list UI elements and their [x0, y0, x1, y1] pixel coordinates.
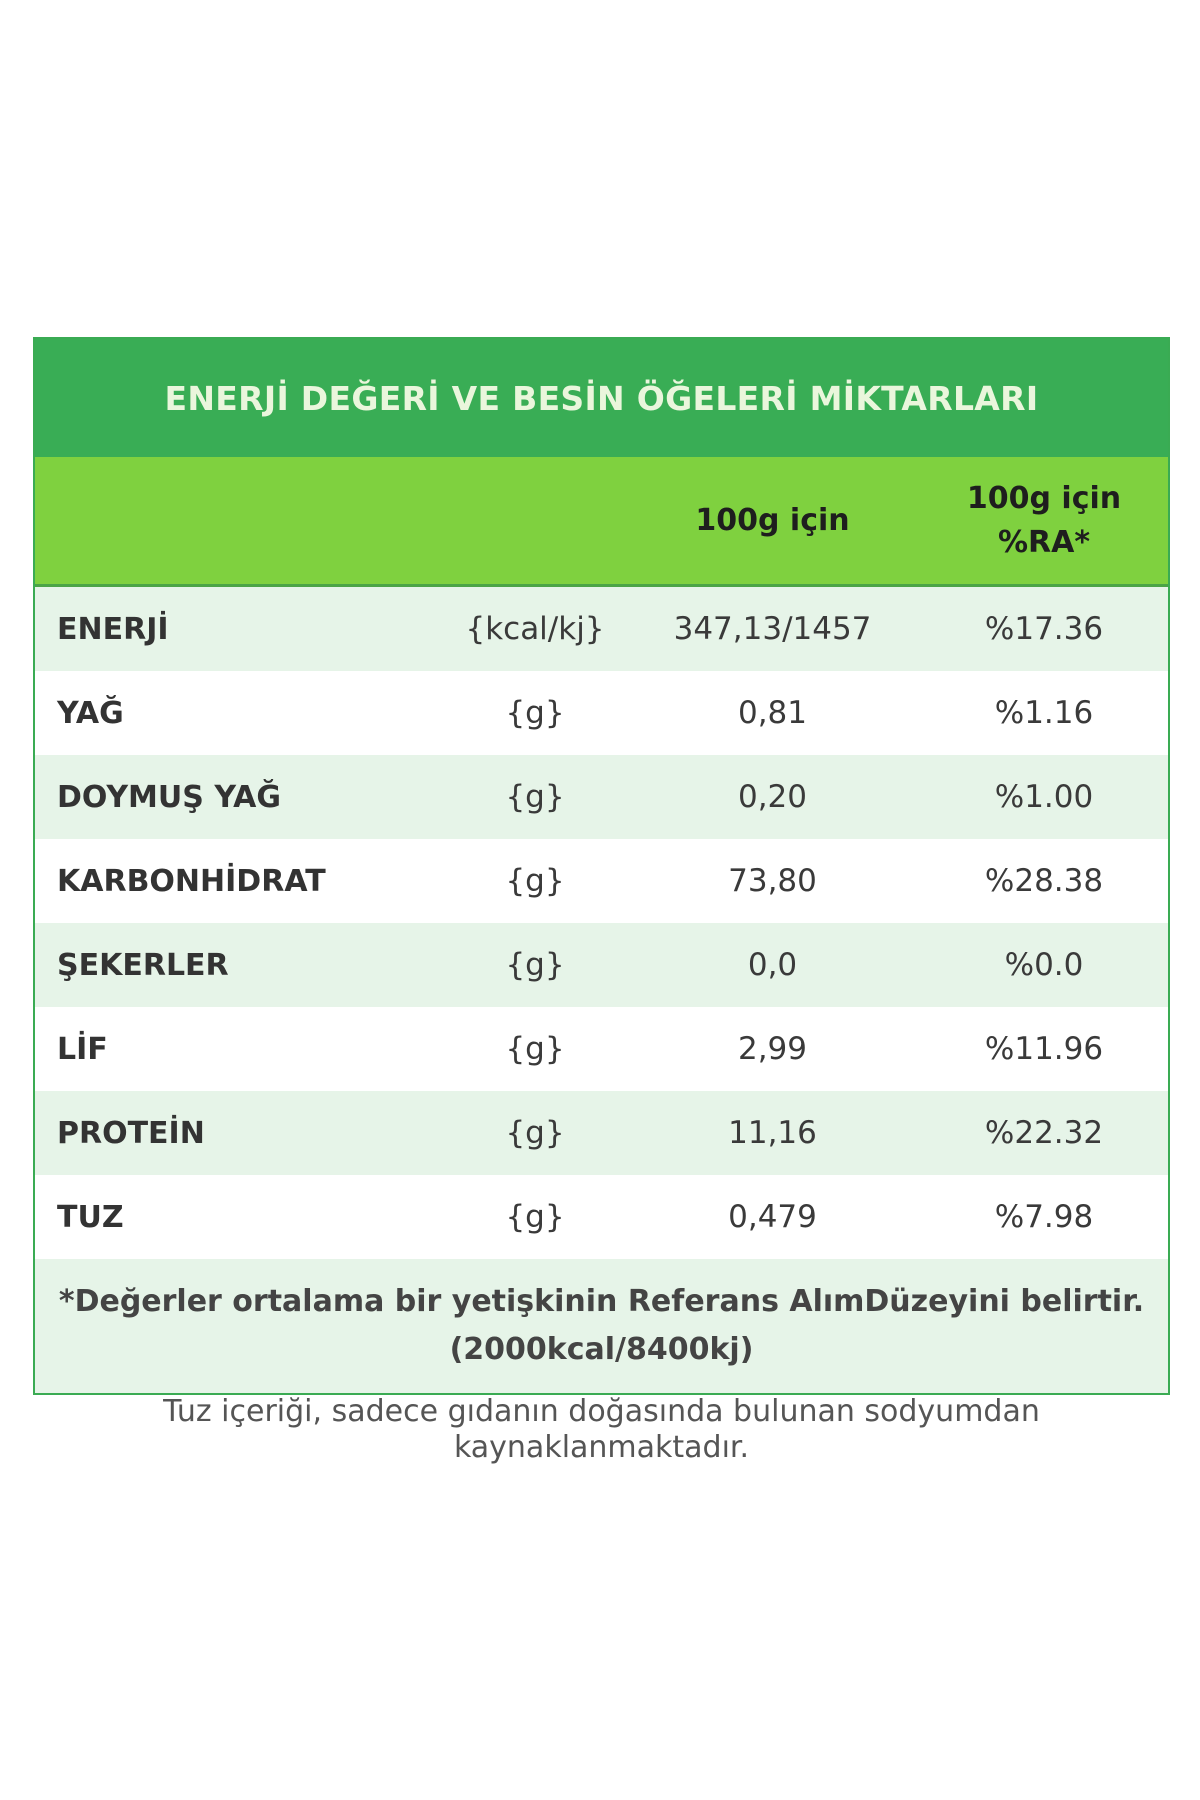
- row-value: 0,81: [737, 695, 808, 731]
- row-value: 2,99: [737, 1031, 808, 1067]
- row-name: PROTEİN: [57, 1115, 205, 1151]
- row-ra: %1.00: [994, 779, 1094, 815]
- table-row: [35, 671, 1168, 755]
- row-unit: {g}: [505, 1031, 565, 1067]
- row-unit: {g}: [505, 947, 565, 983]
- table-row: [35, 1091, 1168, 1175]
- row-ra: %28.38: [984, 863, 1104, 899]
- nutrition-table: [33, 337, 1170, 1395]
- row-name: LİF: [57, 1031, 108, 1067]
- salt-note: [33, 1394, 1170, 1466]
- table-row: [35, 923, 1168, 1007]
- row-ra: %7.98: [994, 1199, 1094, 1235]
- row-unit: {g}: [505, 695, 565, 731]
- header-unit: [445, 457, 625, 584]
- row-name: YAĞ: [57, 695, 124, 731]
- table-footnote: [35, 1259, 1168, 1393]
- table-row: [35, 839, 1168, 923]
- row-value: 11,16: [728, 1115, 817, 1151]
- header-ra-line1: 100g için: [966, 480, 1122, 516]
- row-value: 0,20: [737, 779, 808, 815]
- footnote-line1: *Değerler ortalama bir yetişkinin Referans AlımDüzeyini belirtir.: [58, 1284, 1145, 1319]
- row-ra: %0.0: [1004, 947, 1084, 983]
- table-title: ENERJİ DEĞERİ VE BESİN ÖĞELERİ MİKTARLARI: [35, 339, 1168, 457]
- table-header-row: [35, 457, 1168, 587]
- table-row: [35, 1175, 1168, 1259]
- footnote-line2: (2000kcal/8400kj): [449, 1332, 754, 1367]
- row-ra: %22.32: [984, 1115, 1104, 1151]
- row-name: ŞEKERLER: [57, 947, 229, 983]
- table-row: [35, 755, 1168, 839]
- row-unit: {g}: [505, 1199, 565, 1235]
- row-value: 73,80: [728, 863, 817, 899]
- header-ra-line2: %RA*: [997, 524, 1091, 560]
- header-ra: [920, 457, 1168, 584]
- header-per-100g: 100g için: [695, 502, 850, 538]
- row-ra: %17.36: [984, 611, 1104, 647]
- salt-note-line1: Tuz içeriği, sadece gıdanın doğasında bulunan sodyumdan: [163, 1394, 1040, 1429]
- row-unit: {kcal/kj}: [465, 611, 605, 647]
- row-name: TUZ: [57, 1199, 124, 1235]
- header-name: [35, 457, 445, 584]
- salt-note-line2: kaynaklanmaktadır.: [453, 1430, 750, 1465]
- row-value: 0,0: [747, 947, 798, 983]
- table-row: [35, 587, 1168, 671]
- row-unit: {g}: [505, 1115, 565, 1151]
- row-ra: %1.16: [994, 695, 1094, 731]
- row-name: ENERJİ: [57, 611, 169, 647]
- row-name: KARBONHİDRAT: [57, 863, 326, 899]
- row-value: 347,13/1457: [673, 611, 872, 647]
- row-name: DOYMUŞ YAĞ: [57, 779, 282, 815]
- table-row: [35, 1007, 1168, 1091]
- row-value: 0,479: [728, 1199, 817, 1235]
- row-unit: {g}: [505, 779, 565, 815]
- row-unit: {g}: [505, 863, 565, 899]
- row-ra: %11.96: [984, 1031, 1104, 1067]
